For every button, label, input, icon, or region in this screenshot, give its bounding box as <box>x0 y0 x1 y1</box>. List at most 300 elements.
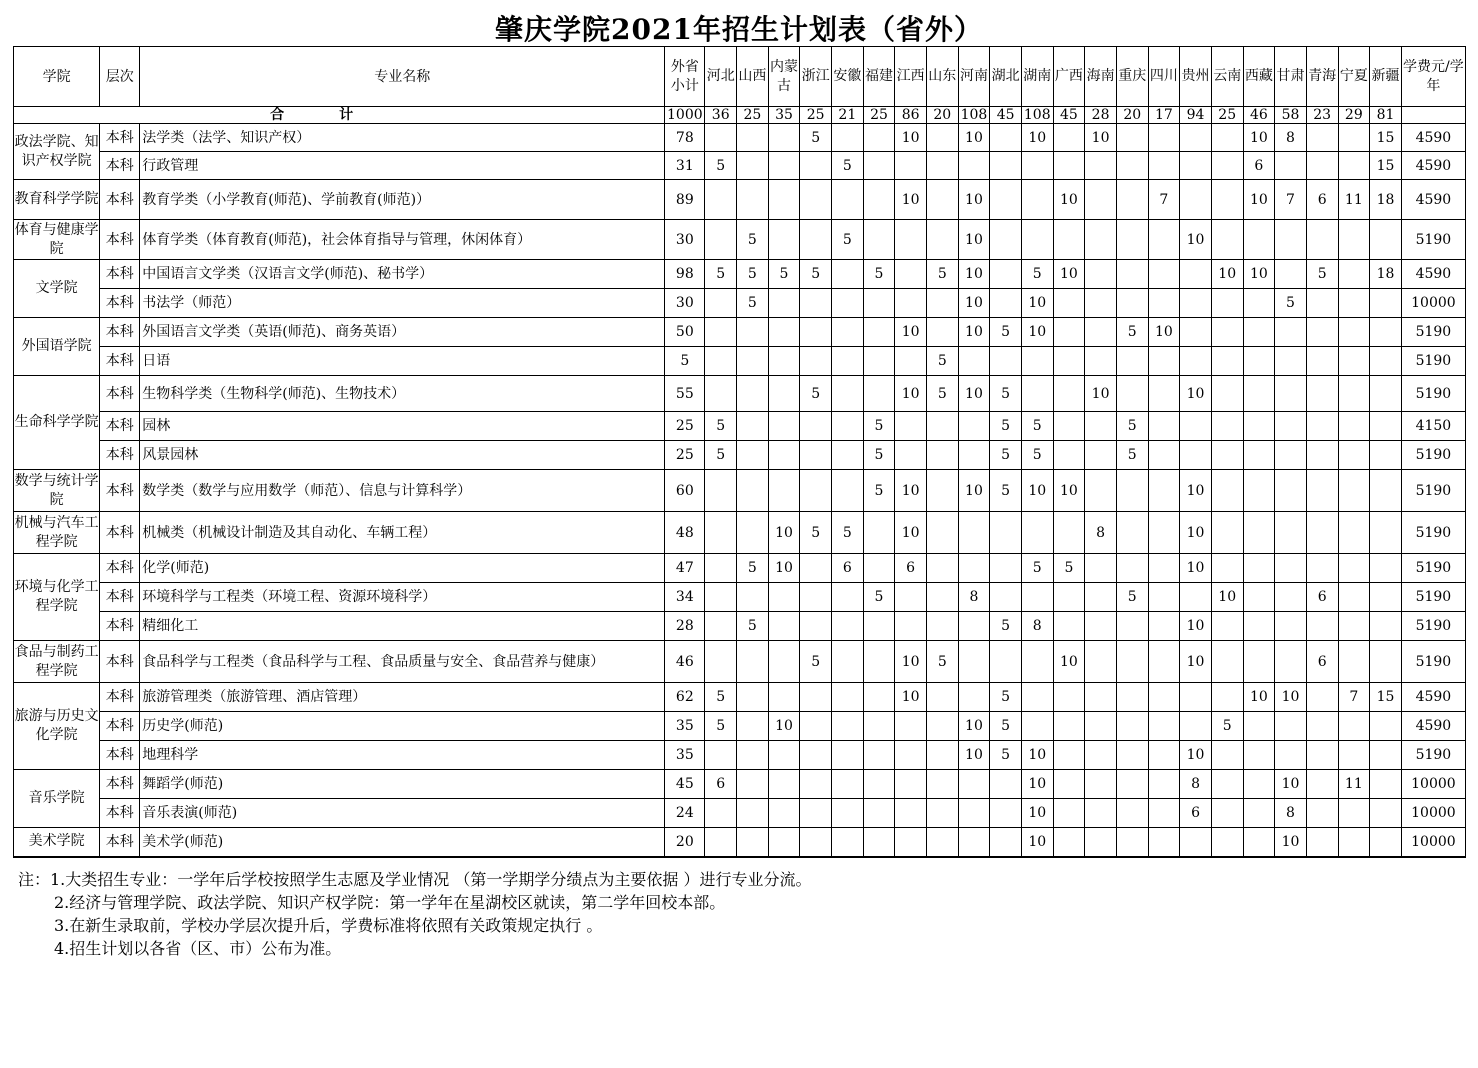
quota-cell <box>1338 554 1370 583</box>
quota-cell <box>768 770 800 799</box>
quota-cell <box>1370 289 1402 318</box>
quota-cell <box>800 441 832 470</box>
quota-cell <box>1306 683 1338 712</box>
quota-cell <box>768 683 800 712</box>
quota-cell <box>863 289 895 318</box>
quota-cell <box>737 683 769 712</box>
quota-cell <box>1275 347 1307 376</box>
quota-cell: 5 <box>990 412 1022 441</box>
quota-cell <box>1243 512 1275 554</box>
total-cell: 25 <box>1211 107 1243 124</box>
quota-cell: 10 <box>1275 828 1307 857</box>
quota-cell <box>958 683 990 712</box>
quota-cell <box>1211 376 1243 412</box>
quota-cell <box>1306 220 1338 260</box>
quota-cell <box>895 441 927 470</box>
quota-cell: 10 <box>1053 260 1085 289</box>
header-school: 学院 <box>14 47 100 107</box>
major-cell: 化学(师范) <box>140 554 665 583</box>
quota-cell: 25 <box>665 412 705 441</box>
quota-cell: 5 <box>990 712 1022 741</box>
total-cell: 28 <box>1085 107 1117 124</box>
quota-cell: 5 <box>665 347 705 376</box>
header-province: 西藏 <box>1243 47 1275 107</box>
quota-cell: 60 <box>665 470 705 512</box>
quota-cell <box>1306 124 1338 152</box>
table-row <box>14 512 1466 554</box>
quota-cell <box>1275 152 1307 180</box>
quota-cell <box>1243 289 1275 318</box>
quota-cell <box>705 741 737 770</box>
table-row <box>14 289 1466 318</box>
quota-cell <box>990 220 1022 260</box>
quota-cell <box>1370 441 1402 470</box>
quota-cell <box>1180 180 1212 220</box>
major-cell: 食品科学与工程类（食品科学与工程、食品质量与安全、食品营养与健康） <box>140 641 665 683</box>
quota-cell <box>863 683 895 712</box>
quota-cell: 62 <box>665 683 705 712</box>
quota-cell <box>705 124 737 152</box>
quota-cell <box>1148 376 1180 412</box>
table-row <box>14 412 1466 441</box>
quota-cell <box>895 712 927 741</box>
quota-cell <box>863 741 895 770</box>
quota-cell: 8 <box>1275 799 1307 828</box>
quota-cell: 5 <box>863 583 895 612</box>
quota-cell: 18 <box>1370 180 1402 220</box>
quota-cell: 10 <box>958 180 990 220</box>
level-cell: 本科 <box>100 741 140 770</box>
quota-cell <box>990 512 1022 554</box>
quota-cell <box>990 260 1022 289</box>
quota-cell: 5 <box>800 512 832 554</box>
quota-cell: 10 <box>1021 799 1053 828</box>
quota-cell <box>1085 799 1117 828</box>
quota-cell: 10000 <box>1401 289 1465 318</box>
notes <box>18 868 811 960</box>
major-cell: 行政管理 <box>140 152 665 180</box>
quota-cell: 5 <box>863 441 895 470</box>
quota-cell <box>1338 712 1370 741</box>
quota-cell <box>800 799 832 828</box>
level-cell: 本科 <box>100 180 140 220</box>
school-cell: 机械与汽车工程学院 <box>14 512 100 554</box>
level-cell: 本科 <box>100 612 140 641</box>
quota-cell <box>768 612 800 641</box>
quota-cell <box>895 220 927 260</box>
quota-cell <box>1148 583 1180 612</box>
quota-cell <box>958 828 990 857</box>
quota-cell: 5 <box>1021 260 1053 289</box>
quota-cell <box>1148 347 1180 376</box>
quota-cell <box>768 376 800 412</box>
quota-cell: 10 <box>895 318 927 347</box>
level-cell: 本科 <box>100 220 140 260</box>
quota-cell: 5 <box>990 318 1022 347</box>
quota-cell: 10000 <box>1401 799 1465 828</box>
level-cell: 本科 <box>100 512 140 554</box>
quota-cell <box>926 612 958 641</box>
quota-cell <box>926 554 958 583</box>
major-cell: 精细化工 <box>140 612 665 641</box>
quota-cell <box>1085 180 1117 220</box>
quota-cell <box>737 318 769 347</box>
quota-cell <box>958 441 990 470</box>
quota-cell: 10 <box>958 220 990 260</box>
quota-cell: 25 <box>665 441 705 470</box>
quota-cell: 5 <box>1021 412 1053 441</box>
quota-cell <box>1275 376 1307 412</box>
quota-cell: 78 <box>665 124 705 152</box>
quota-cell <box>926 828 958 857</box>
quota-cell <box>1211 412 1243 441</box>
quota-cell: 5 <box>1306 260 1338 289</box>
quota-cell <box>800 347 832 376</box>
total-cell: 25 <box>863 107 895 124</box>
quota-cell <box>926 124 958 152</box>
level-cell: 本科 <box>100 152 140 180</box>
quota-cell <box>1370 220 1402 260</box>
quota-cell <box>926 152 958 180</box>
quota-cell <box>1306 612 1338 641</box>
header-province: 浙江 <box>800 47 832 107</box>
quota-cell: 24 <box>665 799 705 828</box>
quota-cell <box>1306 412 1338 441</box>
quota-cell <box>832 470 864 512</box>
quota-cell <box>768 152 800 180</box>
quota-cell <box>1211 554 1243 583</box>
quota-cell <box>990 180 1022 220</box>
quota-cell <box>958 612 990 641</box>
quota-cell: 10 <box>1021 289 1053 318</box>
total-cell: 29 <box>1338 107 1370 124</box>
quota-cell: 5 <box>990 683 1022 712</box>
quota-cell <box>863 712 895 741</box>
quota-cell: 5190 <box>1401 583 1465 612</box>
quota-cell <box>737 376 769 412</box>
quota-cell <box>705 220 737 260</box>
quota-cell <box>1306 318 1338 347</box>
quota-cell <box>1243 554 1275 583</box>
quota-cell: 5 <box>1116 583 1148 612</box>
quota-cell <box>1243 799 1275 828</box>
quota-cell <box>1338 152 1370 180</box>
quota-cell <box>1085 741 1117 770</box>
quota-cell <box>1211 124 1243 152</box>
level-cell: 本科 <box>100 683 140 712</box>
quota-cell: 10 <box>1053 470 1085 512</box>
quota-cell <box>737 412 769 441</box>
quota-cell <box>863 770 895 799</box>
quota-cell: 35 <box>665 712 705 741</box>
quota-cell <box>832 180 864 220</box>
quota-cell <box>705 799 737 828</box>
quota-cell <box>1116 124 1148 152</box>
quota-cell <box>800 828 832 857</box>
quota-cell <box>926 412 958 441</box>
major-cell: 历史学(师范) <box>140 712 665 741</box>
quota-cell: 4590 <box>1401 180 1465 220</box>
total-cell: 23 <box>1306 107 1338 124</box>
quota-cell <box>990 347 1022 376</box>
level-cell: 本科 <box>100 412 140 441</box>
quota-cell: 4590 <box>1401 124 1465 152</box>
quota-cell: 7 <box>1148 180 1180 220</box>
quota-cell: 5 <box>1053 554 1085 583</box>
header-row <box>14 47 1466 107</box>
quota-cell: 46 <box>665 641 705 683</box>
quota-cell: 5 <box>800 124 832 152</box>
quota-cell <box>1085 318 1117 347</box>
quota-cell <box>958 799 990 828</box>
quota-cell <box>863 220 895 260</box>
quota-cell <box>895 770 927 799</box>
quota-cell <box>705 347 737 376</box>
quota-cell <box>1338 220 1370 260</box>
header-province: 海南 <box>1085 47 1117 107</box>
quota-cell: 10 <box>1243 124 1275 152</box>
quota-cell: 10 <box>1148 318 1180 347</box>
quota-cell <box>958 770 990 799</box>
quota-cell <box>1306 741 1338 770</box>
quota-cell <box>1021 347 1053 376</box>
quota-cell: 5190 <box>1401 376 1465 412</box>
quota-cell <box>895 583 927 612</box>
quota-cell <box>1116 180 1148 220</box>
quota-cell <box>863 347 895 376</box>
table-row <box>14 828 1466 857</box>
quota-cell <box>1243 612 1275 641</box>
quota-cell: 8 <box>1021 612 1053 641</box>
major-cell: 书法学（师范） <box>140 289 665 318</box>
quota-cell <box>1243 470 1275 512</box>
quota-cell <box>832 612 864 641</box>
quota-cell <box>737 152 769 180</box>
quota-cell <box>768 741 800 770</box>
total-cell: 17 <box>1148 107 1180 124</box>
quota-cell <box>832 741 864 770</box>
quota-cell <box>737 124 769 152</box>
quota-cell: 5 <box>705 441 737 470</box>
quota-cell <box>832 828 864 857</box>
quota-cell: 20 <box>665 828 705 857</box>
quota-cell <box>768 318 800 347</box>
quota-cell: 10 <box>768 554 800 583</box>
quota-cell <box>926 512 958 554</box>
quota-cell <box>1306 441 1338 470</box>
level-cell: 本科 <box>100 347 140 376</box>
quota-cell <box>1211 470 1243 512</box>
quota-cell: 5190 <box>1401 554 1465 583</box>
quota-cell <box>1053 124 1085 152</box>
quota-cell <box>800 712 832 741</box>
quota-cell <box>990 828 1022 857</box>
quota-cell: 11 <box>1338 180 1370 220</box>
quota-cell <box>1116 554 1148 583</box>
quota-cell <box>1148 512 1180 554</box>
quota-cell <box>1370 554 1402 583</box>
quota-cell <box>1148 554 1180 583</box>
quota-cell <box>705 828 737 857</box>
quota-cell: 10 <box>895 376 927 412</box>
table-row <box>14 318 1466 347</box>
quota-cell <box>705 180 737 220</box>
quota-cell: 10 <box>1180 512 1212 554</box>
quota-cell <box>705 612 737 641</box>
quota-cell <box>768 799 800 828</box>
quota-cell <box>1180 683 1212 712</box>
quota-cell <box>737 741 769 770</box>
quota-cell <box>832 441 864 470</box>
quota-cell <box>1306 470 1338 512</box>
quota-cell <box>958 347 990 376</box>
quota-cell: 6 <box>1306 180 1338 220</box>
quota-cell <box>895 828 927 857</box>
quota-cell: 5190 <box>1401 470 1465 512</box>
major-cell: 机械类（机械设计制造及其自动化、车辆工程） <box>140 512 665 554</box>
quota-cell: 15 <box>1370 152 1402 180</box>
quota-cell <box>1148 470 1180 512</box>
quota-cell <box>832 712 864 741</box>
quota-cell <box>1053 583 1085 612</box>
quota-cell <box>705 583 737 612</box>
level-cell: 本科 <box>100 641 140 683</box>
major-cell: 舞蹈学(师范) <box>140 770 665 799</box>
level-cell: 本科 <box>100 554 140 583</box>
quota-cell <box>895 347 927 376</box>
quota-cell <box>1021 376 1053 412</box>
quota-cell <box>1085 683 1117 712</box>
quota-cell: 48 <box>665 512 705 554</box>
quota-cell <box>1306 712 1338 741</box>
major-cell: 生物科学类（生物科学(师范)、生物技术） <box>140 376 665 412</box>
quota-cell: 10 <box>1021 470 1053 512</box>
table-row <box>14 712 1466 741</box>
quota-cell <box>1148 683 1180 712</box>
quota-cell: 5 <box>926 347 958 376</box>
header-province: 甘肃 <box>1275 47 1307 107</box>
total-cell: 81 <box>1370 107 1402 124</box>
quota-cell <box>1338 741 1370 770</box>
header-province: 湖北 <box>990 47 1022 107</box>
quota-cell <box>863 152 895 180</box>
quota-cell: 10 <box>1180 641 1212 683</box>
quota-cell <box>990 152 1022 180</box>
quota-cell <box>1148 412 1180 441</box>
quota-cell <box>768 124 800 152</box>
quota-cell <box>832 376 864 412</box>
quota-cell <box>895 412 927 441</box>
quota-cell <box>1085 641 1117 683</box>
quota-cell <box>958 152 990 180</box>
quota-cell <box>1370 741 1402 770</box>
level-cell: 本科 <box>100 376 140 412</box>
quota-cell <box>1116 376 1148 412</box>
quota-cell <box>1243 318 1275 347</box>
quota-cell <box>737 799 769 828</box>
quota-cell: 5190 <box>1401 741 1465 770</box>
major-cell: 教育学类（小学教育(师范)、学前教育(师范)） <box>140 180 665 220</box>
quota-cell <box>705 641 737 683</box>
quota-cell: 15 <box>1370 683 1402 712</box>
header-subtotal: 外省小计 <box>665 47 705 107</box>
quota-cell: 5 <box>926 260 958 289</box>
total-cell: 45 <box>990 107 1022 124</box>
quota-cell <box>926 180 958 220</box>
table-row <box>14 180 1466 220</box>
major-cell: 体育学类（体育教育(师范)，社会体育指导与管理，休闲体育） <box>140 220 665 260</box>
major-cell: 音乐表演(师范) <box>140 799 665 828</box>
quota-cell <box>737 712 769 741</box>
quota-cell <box>1211 799 1243 828</box>
quota-cell <box>1021 583 1053 612</box>
quota-cell: 5 <box>705 412 737 441</box>
quota-cell: 11 <box>1338 770 1370 799</box>
quota-cell <box>705 318 737 347</box>
quota-cell: 10 <box>1180 612 1212 641</box>
quota-cell <box>1116 470 1148 512</box>
quota-cell <box>1021 512 1053 554</box>
quota-cell: 34 <box>665 583 705 612</box>
total-cell: 20 <box>926 107 958 124</box>
quota-cell: 5 <box>863 260 895 289</box>
quota-cell <box>1021 152 1053 180</box>
quota-cell <box>768 583 800 612</box>
quota-cell <box>1370 828 1402 857</box>
quota-cell <box>832 583 864 612</box>
quota-cell <box>1021 712 1053 741</box>
table-row <box>14 770 1466 799</box>
quota-cell <box>1085 612 1117 641</box>
quota-cell <box>1370 641 1402 683</box>
quota-cell <box>1275 554 1307 583</box>
quota-cell <box>705 376 737 412</box>
quota-cell <box>1338 470 1370 512</box>
total-row <box>14 107 1466 124</box>
level-cell: 本科 <box>100 770 140 799</box>
level-cell: 本科 <box>100 441 140 470</box>
quota-cell: 10 <box>1021 828 1053 857</box>
major-cell: 法学类（法学、知识产权） <box>140 124 665 152</box>
quota-cell <box>863 318 895 347</box>
major-cell: 美术学(师范) <box>140 828 665 857</box>
quota-cell: 6 <box>832 554 864 583</box>
quota-cell <box>800 741 832 770</box>
quota-cell: 47 <box>665 554 705 583</box>
quota-cell <box>926 220 958 260</box>
quota-cell: 5 <box>1116 441 1148 470</box>
level-cell: 本科 <box>100 470 140 512</box>
quota-cell <box>1306 512 1338 554</box>
quota-cell: 5 <box>990 376 1022 412</box>
quota-cell: 5 <box>863 412 895 441</box>
quota-cell <box>1275 441 1307 470</box>
quota-cell: 8 <box>1275 124 1307 152</box>
level-cell: 本科 <box>100 799 140 828</box>
quota-cell <box>1085 712 1117 741</box>
quota-cell: 10 <box>1243 260 1275 289</box>
header-province: 安徽 <box>832 47 864 107</box>
header-province: 河南 <box>958 47 990 107</box>
quota-cell <box>1053 712 1085 741</box>
quota-cell <box>863 512 895 554</box>
quota-cell <box>1053 376 1085 412</box>
table-row <box>14 470 1466 512</box>
quota-cell: 18 <box>1370 260 1402 289</box>
quota-cell <box>1370 470 1402 512</box>
quota-cell <box>832 124 864 152</box>
quota-cell <box>1116 289 1148 318</box>
